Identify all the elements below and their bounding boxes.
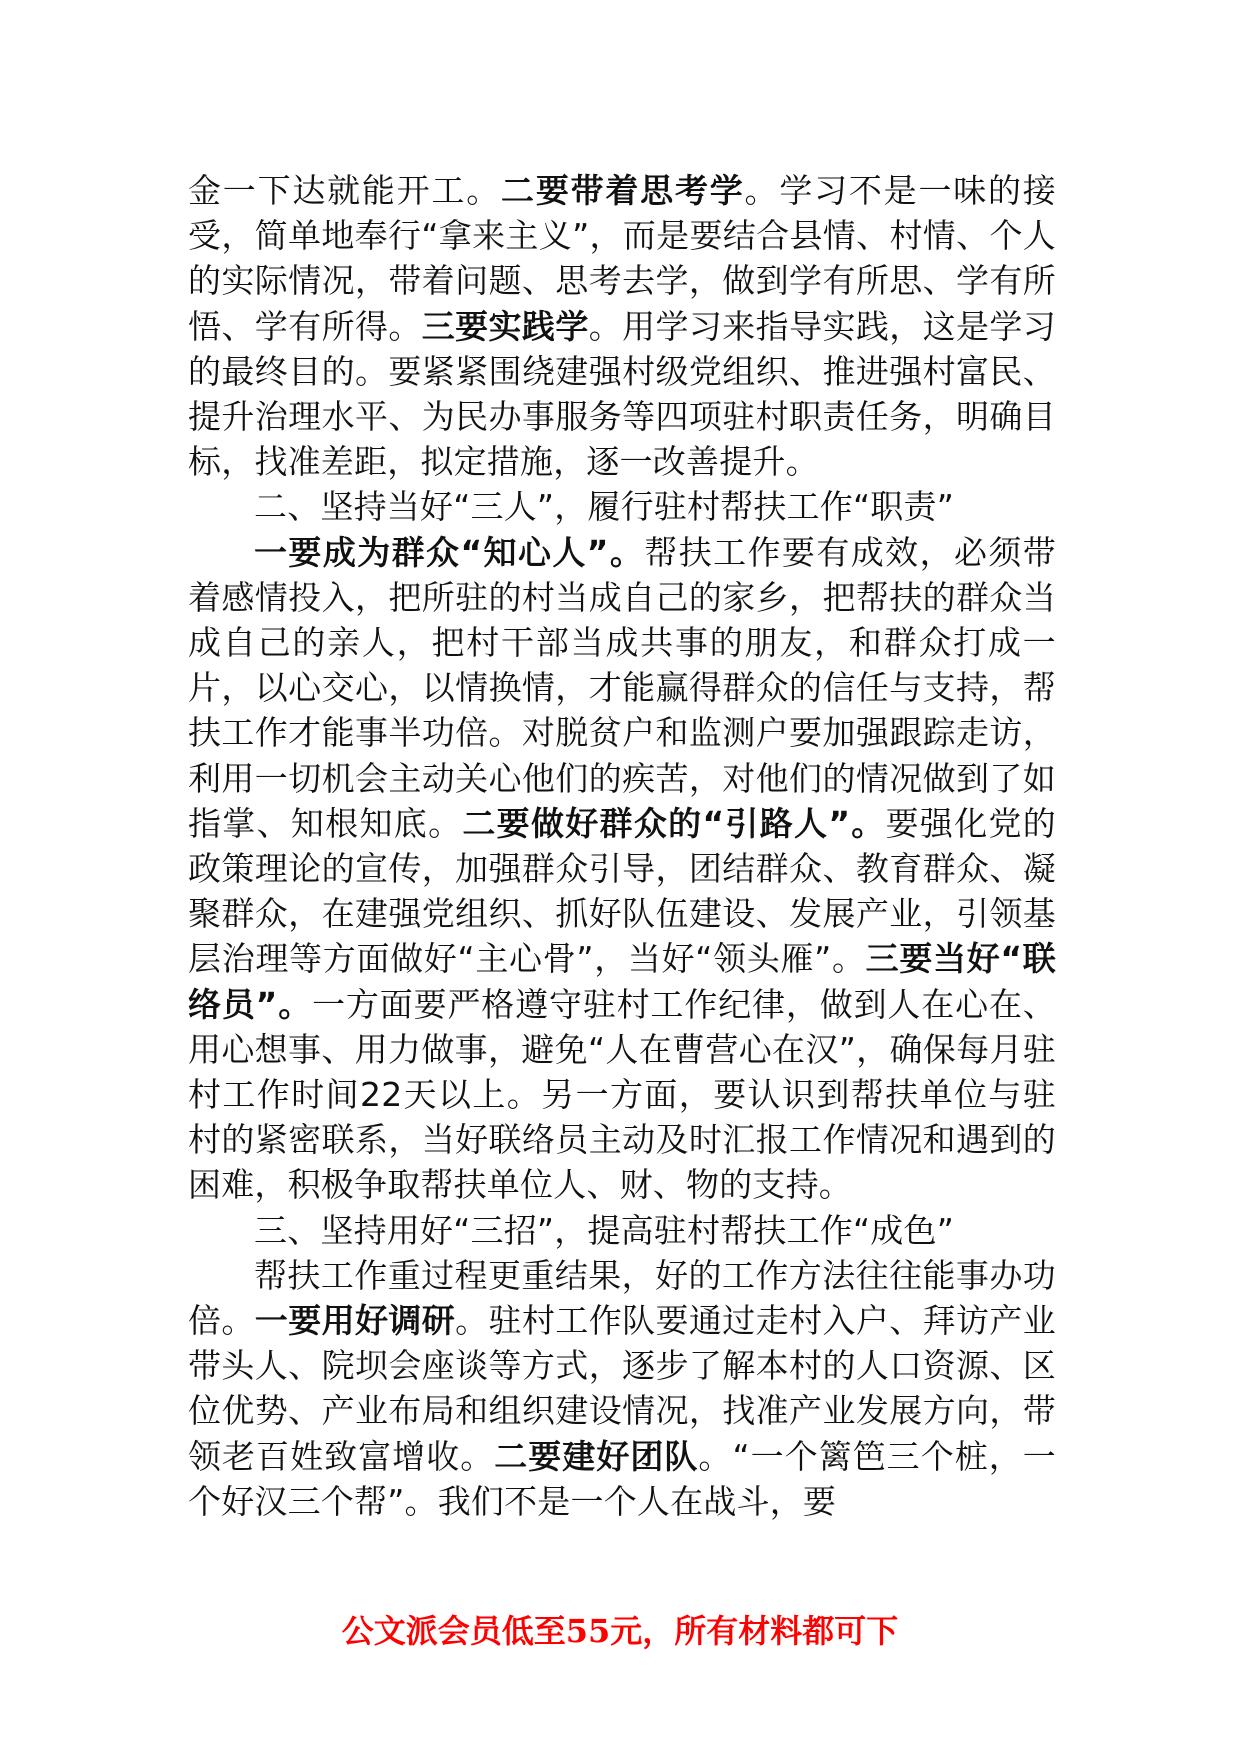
bold-run: 三要实践学 (421, 306, 589, 346)
heading-text: 二、坚持当好“三人”，履行驻村帮扶工作“职责” (254, 487, 954, 527)
text-run: 。驻村工作队要通过走村入户、拜访产业带头人、院坝会座谈等方式，逐步了解本村的人口资源、区位优势、产业布局和组织建设情况，找准产业发展方向，带领老百姓致富增收。 (188, 1301, 1057, 1476)
bold-run: 三要当好“联络员”。 (188, 939, 1056, 1024)
text-run: 金一下达就能开工。 (188, 171, 502, 210)
text-run: 。用学习来指导实践，这是学习的最终目的。要紧紧围绕建强村级党组织、推进强村富民、提升治理水平、为民办事服务等四项驻村职责任务，明确目标，找准差距，拟定措施，逐一改善提升。 (188, 306, 1057, 482)
document-body (188, 168, 1056, 1524)
bold-run: 一要成为群众“知心人”。 (254, 532, 645, 572)
section-heading-three (188, 1208, 1056, 1253)
text-run: 一方面要严格遵守驻村工作纪律，做到人在心在、用心想事、用力做事，避免“人在曹营心在汉”，确保每月驻村工作时间22天以上。另一方面，要认识到帮扶单位与驻村的紧密联系，当好联络员主动及时汇报工作情况和遇到的困难，积极争取帮扶单位人、财、物的支持。 (188, 984, 1056, 1205)
section-heading-two (188, 484, 1056, 529)
bold-run: 二要带着思考学 (501, 171, 745, 210)
text-run: 要强化党的政策理论的宣传，加强群众引导，团结群众、教育群众、凝聚群众，在建强党组织、抓好队伍建设、发展产业，引领基层治理等方面做好“主心骨”，当好“领头雁”。 (188, 803, 1056, 979)
text-run: 。学习不是一味的接受，简单地奉行“拿来主义”，而是要结合县情、村情、个人的实际情况，带着问题、思考去学，做到学有所思、学有所悟、学有所得。 (188, 171, 1056, 346)
text-run: 帮扶工作要有成效，必须带着感情投入，把所驻的村当成自己的家乡，把帮扶的群众当成自己的亲人，把村干部当成共事的朋友，和群众打成一片，以心交心，以情换情，才能赢得群众的信任与支持，帮扶工作才能事半功倍。对脱贫户和监测户要加强跟踪走访，利用一切机会主动关心他们的疾苦，对他们的情况做到了如指掌、知根知底。 (188, 532, 1056, 843)
paragraph-three-roles (188, 530, 1056, 1208)
heading-text: 三、坚持用好“三招”，提高驻村帮扶工作“成色” (254, 1210, 954, 1250)
bold-run: 一要用好调研 (254, 1301, 456, 1341)
paragraph-three-methods (188, 1253, 1056, 1524)
text-run: 。“一个篱笆三个桩，一个好汉三个帮”。我们不是一个人在战斗，要 (188, 1436, 1056, 1521)
promo-footer: 公文派会员低至55元，所有材料都可下 (341, 1612, 899, 1650)
text-run: 帮扶工作重过程更重结果，好的工作方法往往能事办功倍。 (188, 1255, 1056, 1341)
bold-run: 二要建好团队 (494, 1436, 699, 1476)
bold-run: 二要做好群众的“引路人”。 (462, 803, 886, 843)
paragraph-study (188, 168, 1056, 484)
